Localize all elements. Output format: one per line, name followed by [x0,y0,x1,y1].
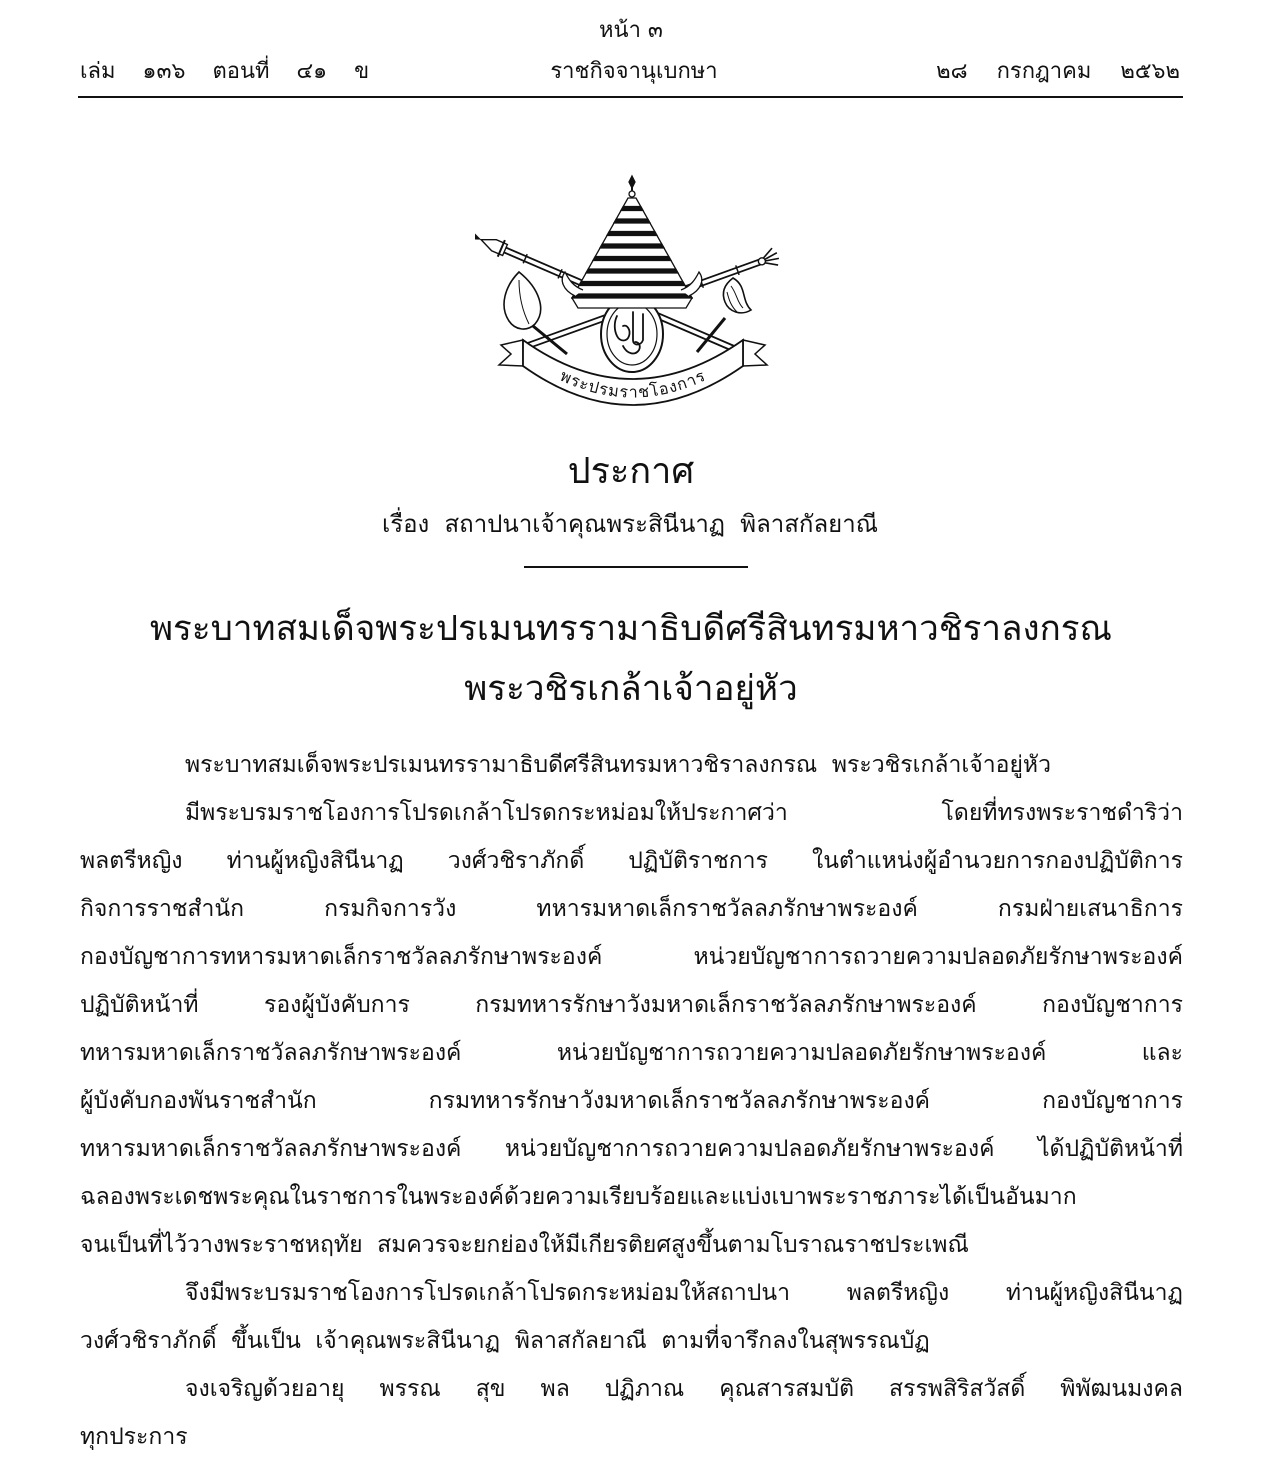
royal-seal-icon [475,140,780,420]
royal-name-line-1: พระบาทสมเด็จพระปรเมนทรรามาธิบดีศรีสินทรมหาวชิราลงกรณ [149,609,1113,649]
announcement-subject: เรื่อง สถาปนาเจ้าคุณพระสินีนาฏ พิลาสกัลยาณี [382,510,878,538]
body-line: ปฏิบัติหน้าที่ รองผู้บังคับการ กรมทหารรักษาวังมหาดเล็กราชวัลลภรักษาพระองค์ กองบัญชาการ [80,992,1183,1018]
body-line: มีพระบรมราชโองการโปรดเกล้าโปรดกระหม่อมให้ประกาศว่า โดยที่ทรงพระราชดำริว่า [185,800,1183,826]
body-line: ผู้บังคับกองพันราชสำนัก กรมทหารรักษาวังมหาดเล็กราชวัลลภรักษาพระองค์ กองบัญชาการ [80,1088,1183,1114]
body-line: จนเป็นที่ไว้วางพระราชหฤทัย สมควรจะยกย่องให้มีเกียรติยศสูงขึ้นตามโบราณราชประเพณี [80,1232,969,1258]
royal-name-line-2: พระวชิรเกล้าเจ้าอยู่หัว [464,669,798,709]
body-paragraph [80,1365,1183,1461]
header-rule [78,96,1183,98]
body-line: จงเจริญด้วยอายุ พรรณ สุข พล ปฏิภาณ คุณสารสมบัติ สรรพสิริสวัสดิ์ พิพัฒนมงคล [185,1376,1183,1402]
body-line: กองบัญชาการทหารมหาดเล็กราชวัลลภรักษาพระองค์ หน่วยบัญชาการถวายความปลอดภัยรักษาพระองค์ [80,944,1183,970]
body-line: ทหารมหาดเล็กราชวัลลภรักษาพระองค์ หน่วยบัญชาการถวายความปลอดภัยรักษาพระองค์ และ [80,1040,1183,1066]
great-crown-icon [562,176,702,308]
gazette-name: ราชกิจจานุเบกษา [550,59,718,84]
body-line: พลตรีหญิง ท่านผู้หญิงสินีนาฏ วงศ์วชิราภักดิ์ ปฏิบัติราชการ ในตำแหน่งผู้อำนวยการกองปฏิบัติการ [80,848,1183,874]
publication-date: ๒๘ กรกฎาคม ๒๕๖๒ [936,59,1180,84]
body-line: ฉลองพระเดชพระคุณในราชการในพระองค์ด้วยความเรียบร้อยและแบ่งเบาพระราชภาระได้เป็นอันมาก [80,1184,1077,1210]
announcement-title: ประกาศ [567,451,695,492]
seal-ribbon-text: พระปรมราชโองการ [557,365,709,402]
body-paragraph [80,789,1183,1269]
body-paragraph [80,1269,1183,1365]
body-line: พระบาทสมเด็จพระปรเมนทรรามาธิบดีศรีสินทรมหาวชิราลงกรณ พระวชิรเกล้าเจ้าอยู่หัว [185,752,1052,778]
subject-rule [524,566,748,568]
announcement-body [80,741,1183,1461]
body-line: ทุกประการ [80,1424,188,1450]
body-line: กิจการราชสำนัก กรมกิจการวัง ทหารมหาดเล็กราชวัลลภรักษาพระองค์ กรมฝ่ายเสนาธิการ [80,896,1183,922]
body-line: จึงมีพระบรมราชโองการโปรดเกล้าโปรดกระหม่อมให้สถาปนา พลตรีหญิง ท่านผู้หญิงสินีนาฏ [185,1280,1183,1306]
body-line: ทหารมหาดเล็กราชวัลลภรักษาพระองค์ หน่วยบัญชาการถวายความปลอดภัยรักษาพระองค์ ได้ปฏิบัติหน้าที่ [80,1136,1183,1162]
page-number: หน้า ๓ [599,18,663,43]
body-line: วงศ์วชิราภักดิ์ ขึ้นเป็น เจ้าคุณพระสินีนาฏ พิลาสกัลยาณี ตามที่จารึกลงในสุพรรณบัฏ [80,1328,930,1354]
body-paragraph [80,741,1183,789]
volume-issue: เล่ม ๑๓๖ ตอนที่ ๔๑ ข [80,59,370,84]
